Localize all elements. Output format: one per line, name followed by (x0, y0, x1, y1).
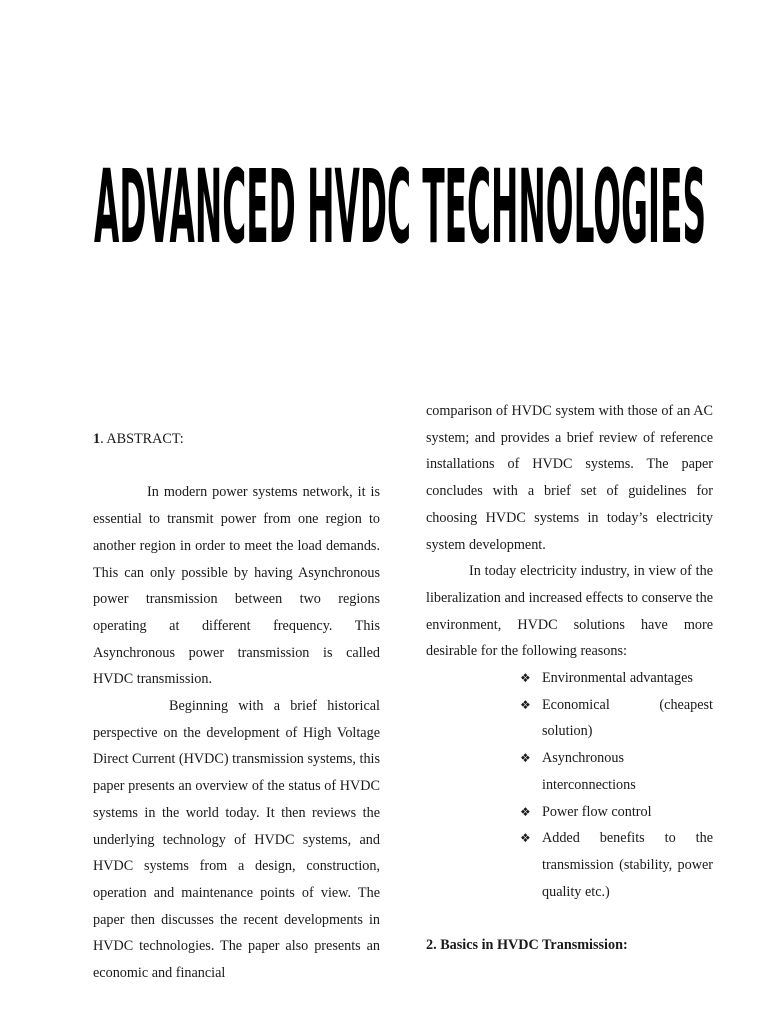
abstract-paragraph-1: In modern power systems network, it is essential to transmit power from one region to another region in order to meet the load demands. This can only possible by having Asynchronous power transmission between two regions operating at different frequency. This Asynchronous power transmission is called HVDC transmission. (93, 484, 380, 688)
diamond-bullet-icon: ❖ (520, 751, 531, 766)
list-item-text: Environmental advantages (542, 670, 693, 687)
abstract-heading (93, 426, 380, 453)
left-column (93, 426, 380, 987)
wordart-title (88, 158, 712, 278)
liberalization-paragraph: In today electricity industry, in view of the liberalization and increased effects to conserve the environment, HVDC solutions have more desirable for the following reasons: (426, 563, 713, 660)
list-item (518, 745, 713, 798)
list-item (518, 799, 713, 826)
list-item (518, 692, 713, 745)
abstract-number: 1 (93, 431, 101, 447)
abstract-paragraph-2: Beginning with a brief historical perspective on the development of High Voltage Direct Current (HVDC) transmission systems, this paper presents an overview of the status of HVDC systems in the world today. It then reviews the underlying technology of HVDC systems, and HVDC systems from a design, construction, operation and maintenance points of view. The paper then discusses the recent developments in HVDC technologies. The paper also presents an economic and financial (93, 698, 380, 982)
list-item-text: Economical (cheapest solution) (542, 696, 713, 740)
list-item-text: Asynchronous interconnections (542, 750, 636, 793)
diamond-bullet-icon: ❖ (520, 697, 531, 712)
list-item (518, 665, 713, 692)
section-2-heading: 2. Basics in HVDC Transmission: (426, 937, 628, 954)
document-title: ADVANCED HVDC TECHNOLOGIES (94, 158, 707, 267)
abstract-label: . ABSTRACT: (100, 431, 184, 447)
list-item (518, 825, 713, 905)
diamond-bullet-icon: ❖ (520, 804, 531, 819)
abstract-paragraph-continued: comparison of HVDC system with those of an AC system; and provides a brief review of reference installations of HVDC systems. The paper concludes with a brief set of guidelines for choosing HVDC systems in today’s electricity system development. (426, 403, 713, 553)
list-item-text: Power flow control (542, 803, 652, 820)
right-column (426, 398, 713, 959)
diamond-bullet-icon: ❖ (520, 831, 531, 846)
list-item-text: Added benefits to the transmission (stability, power quality etc.) (542, 830, 713, 900)
diamond-bullet-icon: ❖ (520, 671, 531, 686)
reasons-list (426, 665, 713, 905)
